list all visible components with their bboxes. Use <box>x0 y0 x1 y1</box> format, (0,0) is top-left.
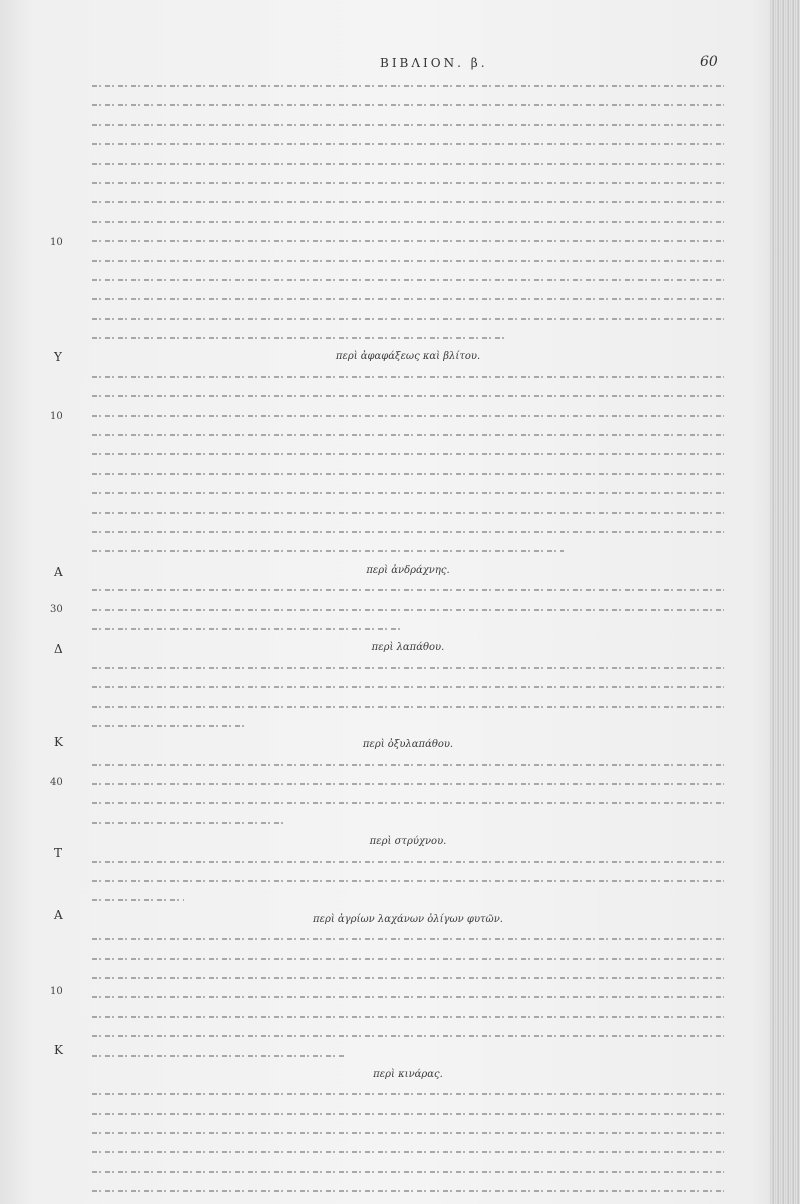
section-heading: περὶ λαπάθου. <box>371 642 445 654</box>
text-line <box>92 406 724 425</box>
text-line <box>92 1181 724 1200</box>
text-line <box>92 619 724 638</box>
line-number: 40 <box>50 777 63 788</box>
running-head-title: ΒΙΒΛΙΟΝ. β. <box>380 56 488 70</box>
text-line <box>92 386 724 405</box>
text-line <box>92 1142 724 1161</box>
text-line <box>92 890 724 909</box>
text-line <box>92 793 724 812</box>
text-line <box>92 192 724 211</box>
text-line <box>92 134 724 153</box>
text-line <box>92 444 724 463</box>
text-line <box>92 522 724 541</box>
text-line <box>92 697 724 716</box>
text-line <box>92 1162 724 1181</box>
section-heading: περὶ ὀξυλαπάθου. <box>362 739 454 751</box>
text-line <box>92 115 724 134</box>
text-line <box>92 251 724 270</box>
section-heading: περὶ ἀγρίων λαχάνων ὀλίγων φυτῶν. <box>313 913 503 925</box>
marginal-initial: Τ <box>54 846 63 860</box>
page-number: 60 <box>700 54 718 70</box>
text-line <box>92 871 724 890</box>
text-line <box>92 1123 724 1142</box>
text-line <box>92 774 724 793</box>
text-line <box>92 929 724 948</box>
marginal-initial: Κ <box>54 1043 63 1057</box>
text-line <box>92 852 724 871</box>
text-line <box>92 95 724 114</box>
text-line <box>92 464 724 483</box>
text-line <box>92 270 724 289</box>
marginal-initial: Κ <box>54 735 63 749</box>
text-line <box>92 968 724 987</box>
text-line <box>92 173 724 192</box>
text-line <box>92 1084 724 1103</box>
section-heading: περὶ κινάρας. <box>373 1068 443 1080</box>
text-line <box>92 677 724 696</box>
text-line <box>92 76 724 95</box>
text-line <box>92 231 724 250</box>
section-heading: περὶ ἀνδράχνης. <box>366 564 450 576</box>
page-edges <box>770 0 800 1204</box>
text-line <box>92 328 724 347</box>
line-number: 10 <box>50 986 63 997</box>
text-line <box>92 1026 724 1045</box>
text-line <box>92 483 724 502</box>
text-line <box>92 600 724 619</box>
section-heading: περὶ στρύχνου. <box>369 836 447 848</box>
marginal-initial: Δ <box>54 642 63 656</box>
text-line <box>92 289 724 308</box>
running-head <box>0 54 760 78</box>
text-line <box>92 987 724 1006</box>
text-line <box>92 949 724 968</box>
text-line <box>92 716 724 735</box>
text-line <box>92 1104 724 1123</box>
text-line <box>92 1007 724 1026</box>
text-line <box>92 212 724 231</box>
marginal-initial: Α <box>54 908 63 922</box>
text-line <box>92 154 724 173</box>
text-line <box>92 503 724 522</box>
section-heading: περὶ ἀφαφάξεως καὶ βλίτου. <box>335 351 481 363</box>
line-number: 10 <box>50 237 63 248</box>
text-line <box>92 541 724 560</box>
text-line <box>92 367 724 386</box>
text-line <box>92 309 724 328</box>
text-line <box>92 813 724 832</box>
text-line <box>92 580 724 599</box>
line-number: 30 <box>50 604 63 615</box>
text-line <box>92 425 724 444</box>
marginal-initial: Α <box>54 565 63 579</box>
marginal-initial: Υ <box>54 350 62 364</box>
line-number: 10 <box>50 411 63 422</box>
text-line <box>92 1046 724 1065</box>
text-line <box>92 658 724 677</box>
text-line <box>92 755 724 774</box>
text-column <box>92 76 724 1204</box>
text-line <box>92 1201 724 1204</box>
